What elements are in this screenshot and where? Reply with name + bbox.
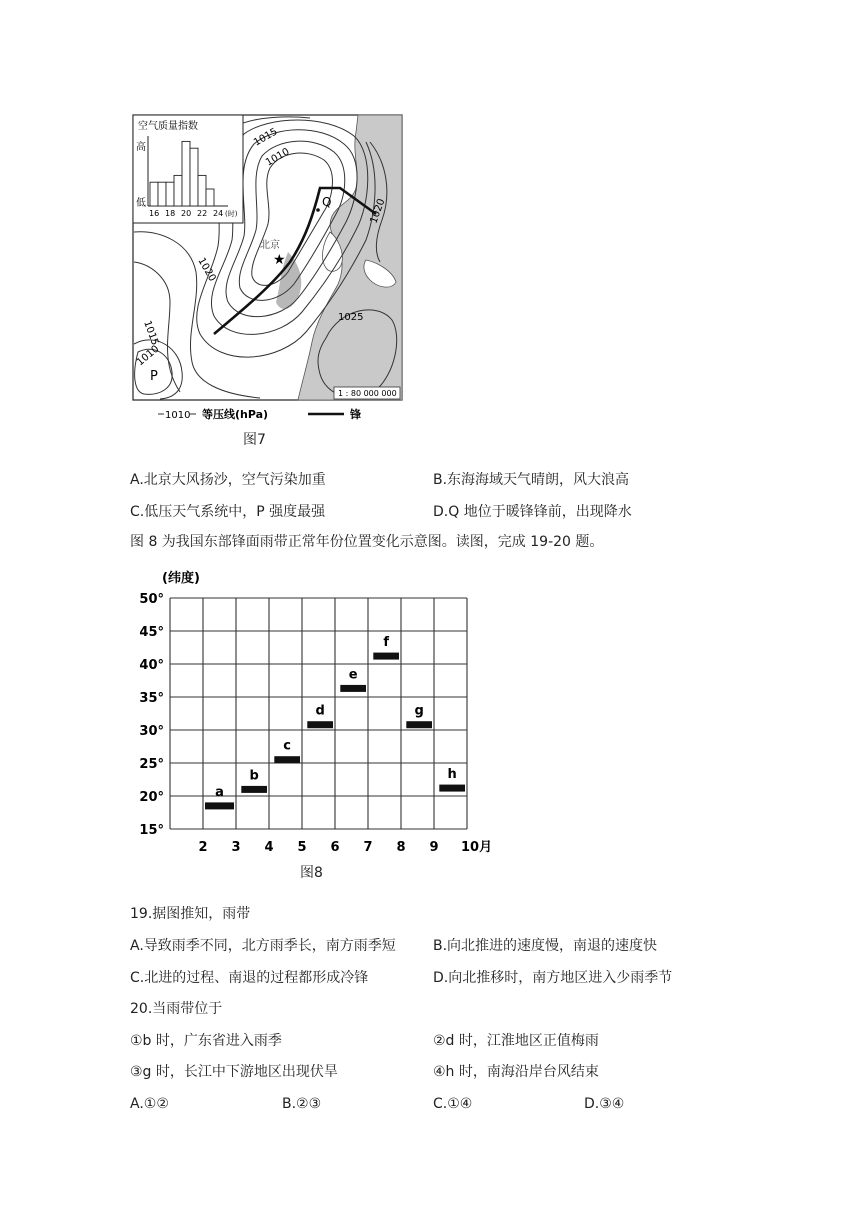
q20-option-c: C.①④ (433, 1096, 473, 1112)
q19-option-d: D.向北推移时，南方地区进入少雨季节 (433, 970, 673, 986)
isobar-label: 1020 (368, 197, 388, 226)
rainband-bar-e (340, 685, 366, 692)
rainband-bar-h (439, 785, 465, 792)
q18-option-d: D.Q 地位于暖锋锋前，出现降水 (433, 504, 632, 520)
rainband-bar-f (373, 653, 399, 660)
q20-item-1: ①b 时，广东省进入雨季 (130, 1033, 282, 1049)
fig8-y-tick: 45° (139, 625, 164, 640)
rainband-label-b: b (249, 768, 259, 784)
fig8-x-tick: 3 (231, 840, 241, 855)
inset-bar (206, 189, 214, 206)
rainband-label-a: a (215, 784, 224, 800)
intro-text: 图 8 为我国东部锋面雨带正常年份位置变化示意图。读图，完成 19-20 题。 (130, 534, 604, 550)
q20-item-4: ④h 时，南海沿岸台风结束 (433, 1064, 599, 1080)
rainband-bar-a (205, 802, 234, 809)
rainband-label-g: g (414, 703, 424, 719)
q20-item-3: ③g 时，长江中下游地区出现伏旱 (130, 1064, 338, 1080)
fig8-x-ticks (198, 840, 492, 855)
figure8-caption: 图8 (300, 865, 323, 881)
q18-option-b: B.东海海域天气晴朗，风大浪高 (433, 472, 630, 488)
legend-isobar-sample: 1010 (165, 410, 191, 421)
fig8-x-tick: 9 (429, 840, 439, 855)
inset-bar (198, 175, 206, 206)
q20-stem: 20.当雨带位于 (130, 1001, 223, 1017)
fig8-y-title: (纬度) (162, 571, 200, 586)
inset-y-low: 低 (136, 198, 146, 209)
fig8-x-tick: 4 (264, 840, 274, 855)
fig8-x-tick: 5 (297, 840, 307, 855)
q18-option-c: C.低压天气系统中，P 强度最强 (130, 504, 326, 520)
inset-x-tick: 16 (149, 209, 160, 218)
fig8-y-tick: 30° (139, 724, 164, 739)
point-p-label: P (150, 369, 158, 384)
inset-bar (166, 182, 174, 206)
map-scale: 1 : 80 000 000 (338, 389, 397, 398)
fig8-x-tick: 7 (363, 840, 373, 855)
inset-bar (190, 148, 198, 206)
fig8-x-tick: 6 (330, 840, 340, 855)
rainband-bar-c (274, 756, 300, 763)
q20-option-a: A.①② (130, 1096, 169, 1112)
rainband-bar-g (406, 721, 432, 728)
fig8-x-tick: 2 (198, 840, 208, 855)
fig8-x-tick: 10月 (461, 840, 493, 855)
rainband-bar-d (307, 721, 333, 728)
q19-stem: 19.据图推知，雨带 (130, 906, 251, 922)
q20-option-d: D.③④ (584, 1096, 625, 1112)
inset-x-unit: (时) (225, 210, 238, 218)
rainband-label-c: c (283, 738, 292, 754)
rainband-bar-b (241, 786, 267, 793)
q18-option-a: A.北京大风扬沙，空气污染加重 (130, 472, 326, 488)
q19-option-a: A.导致雨季不同，北方雨季长，南方雨季短 (130, 938, 396, 954)
point-q-label: Q (322, 195, 332, 209)
isobar-label: 1015 (141, 319, 161, 347)
isobar-label: 1015 (252, 126, 280, 149)
inset-y-high: 高 (136, 142, 146, 153)
figure8-chart (130, 568, 500, 868)
rainband-label-e: e (348, 667, 358, 683)
isobar-label: 1010 (134, 343, 162, 369)
rainband-label-f: f (383, 635, 389, 651)
isobar-label: 1010 (264, 146, 292, 169)
figure7-map (130, 112, 430, 432)
inset-x-tick: 22 (197, 209, 208, 218)
fig8-y-tick: 15° (139, 823, 164, 838)
figure7-caption: 图7 (243, 432, 266, 448)
legend-front-label: 锋 (350, 408, 361, 421)
q19-option-c: C.北进的过程、南退的过程都形成冷锋 (130, 970, 369, 986)
fig8-x-tick: 8 (396, 840, 406, 855)
fig8-y-ticks (139, 592, 164, 838)
fig8-y-tick: 40° (139, 658, 164, 673)
rainband-label-h: h (447, 767, 457, 783)
city-label: 北京 (260, 240, 280, 251)
fig8-y-tick: 50° (139, 592, 164, 607)
inset-title: 空气质量指数 (138, 121, 198, 132)
q20-option-b: B.②③ (282, 1096, 322, 1112)
inset-bar (158, 182, 166, 206)
inset-bar (182, 141, 190, 206)
fig8-y-tick: 20° (139, 790, 164, 805)
inset-x-tick: 20 (181, 209, 192, 218)
q19-option-b: B.向北推进的速度慢，南退的速度快 (433, 938, 658, 954)
rainband-label-d: d (315, 703, 325, 719)
inset-bar (174, 175, 182, 206)
legend-isobar-label: 等压线(hPa) (202, 408, 269, 421)
fig8-y-tick: 35° (139, 691, 164, 706)
beijing-star-icon: ★ (273, 252, 286, 268)
q20-item-2: ②d 时，江淮地区正值梅雨 (433, 1033, 599, 1049)
isobar-label: 1025 (338, 312, 364, 323)
inset-x-tick: 18 (165, 209, 176, 218)
isobar-label: 1020 (195, 256, 218, 284)
inset-bar (150, 182, 158, 206)
inset-x-tick: 24 (213, 209, 224, 218)
fig8-y-tick: 25° (139, 757, 164, 772)
